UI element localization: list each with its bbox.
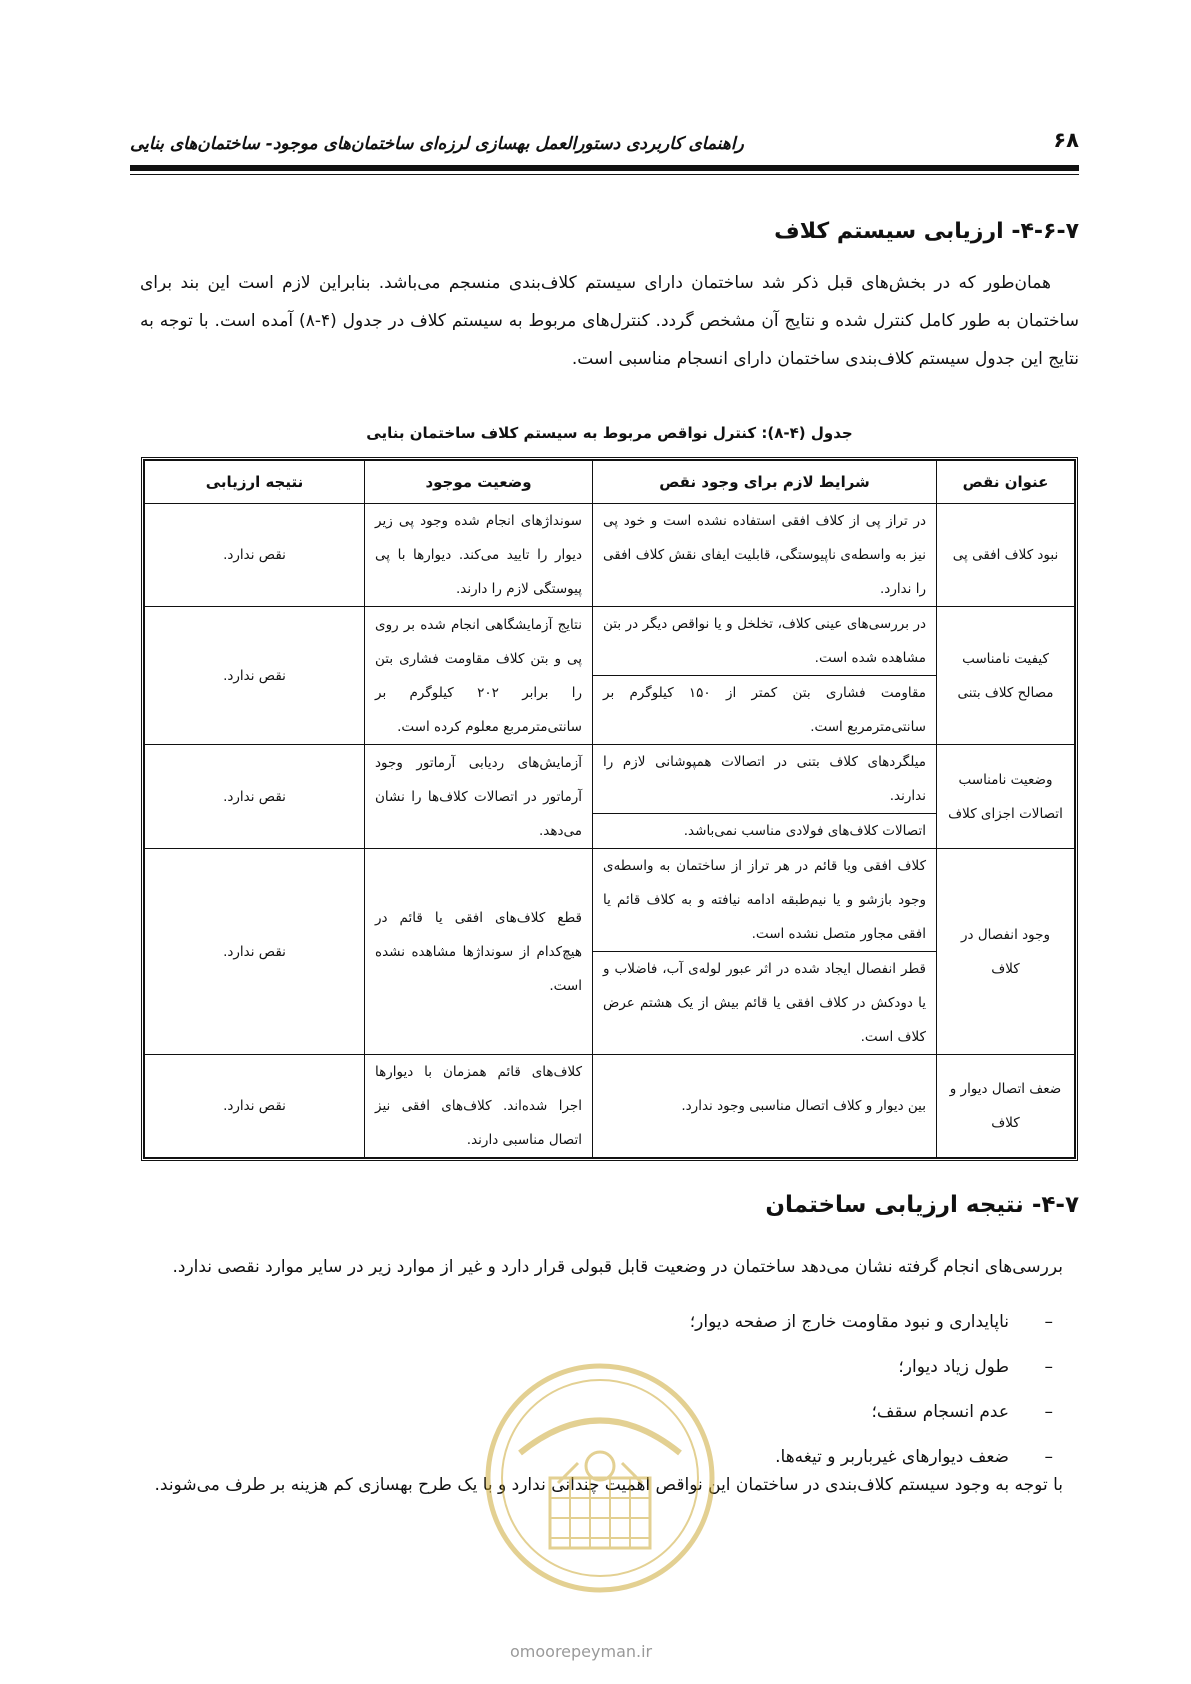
deficiency-list — [690, 1300, 1053, 1480]
list-item-text: طول زیاد دیوار؛ — [898, 1357, 1009, 1377]
table-caption: جدول (۴-۸): کنترل نواقص مربوط به سیستم کلاف ساختمان بنایی — [366, 424, 853, 442]
defect-title: کیفیت نامناسب مصالح کلاف بتنی — [937, 607, 1075, 745]
list-marker: – — [1044, 1402, 1053, 1422]
existing-state: نتایج آزمایشگاهی انجام شده بر روی پی و بتن کلاف مقاومت فشاری بتن را برابر ۲۰۲ کیلوگرم بر سانتی‌مترمربع معلوم کرده است. — [365, 607, 593, 745]
closing-paragraph: با توجه به وجود سیستم کلاف‌بندی در ساختمان این نواقص اهمیت چندانی ندارد و با یک طرح بهسازی کم هزینه بر طرف می‌شوند. — [154, 1475, 1063, 1495]
condition-item: مقاومت فشاری بتن کمتر از ۱۵۰ کیلوگرم بر سانتی‌مترمربع است. — [593, 675, 936, 744]
header-conditions: شرایط لازم برای وجود نقص — [593, 461, 937, 504]
defect-conditions — [593, 607, 937, 745]
existing-state: قطع کلاف‌های افقی یا قائم در هیچ‌کدام از سونداژها مشاهده نشده است. — [365, 849, 593, 1055]
list-item — [690, 1390, 1053, 1435]
section-heading-frame-system: ۴-۶-۷- ارزیابی سیستم کلاف — [774, 219, 1079, 244]
evaluation-result: نقص ندارد. — [145, 504, 365, 607]
condition-item: کلاف افقی ویا قائم در هر تراز از ساختمان به واسطه‌ی وجود بازشو و یا نیم‌طبقه ادامه نیافته و به کلاف قائم یا افقی مجاور متصل نشده است. — [603, 858, 926, 942]
list-item-text: ناپایداری و نبود مقاومت خارج از صفحه دیوار؛ — [689, 1312, 1009, 1332]
running-header — [130, 128, 1079, 158]
table-row — [145, 745, 1075, 849]
table-row — [145, 1055, 1075, 1158]
list-item — [690, 1300, 1053, 1345]
list-marker: – — [1044, 1312, 1053, 1332]
header-existing-state: وضعیت موجود — [365, 461, 593, 504]
defect-title: نبود کلاف افقی پی — [937, 504, 1075, 607]
table-row — [145, 607, 1075, 745]
existing-state: سونداژهای انجام شده وجود پی زیر دیوار را تایید می‌کند. دیوارها با پی پیوستگی لازم را دارند. — [365, 504, 593, 607]
condition-item: قطر انفصال ایجاد شده در اثر عبور لوله‌ی آب، فاضلاب و یا دودکش در کلاف افقی یا قائم بیش از یک هشتم عرض کلاف است. — [593, 951, 936, 1054]
evaluation-result: نقص ندارد. — [145, 607, 365, 745]
condition-item: میلگردهای کلاف بتنی در اتصالات همپوشانی لازم را ندارند. — [603, 754, 926, 804]
list-marker: – — [1044, 1447, 1053, 1467]
header-title: راهنمای کاربردی دستورالعمل بهسازی لرزه‌ای ساختمان‌های موجود- ساختمان‌های بنایی — [130, 134, 744, 154]
header-defect-title: عنوان نقص — [937, 461, 1075, 504]
evaluation-result: نقص ندارد. — [145, 1055, 365, 1158]
page-number: ۶۸ — [1053, 128, 1079, 152]
section-paragraph: همان‌طور که در بخش‌های قبل ذکر شد ساختمان دارای سیستم کلاف‌بندی منسجم می‌باشد. بنابراین لازم است این بند برای ساختمان به طور کامل کنترل شده و نتایج آن مشخص گردد. کنترل‌های مربوط به سیستم کلاف در جدول (۴-۸) آمده است. با توجه به نتایج این جدول سیستم کلاف‌بندی ساختمان دارای انسجام مناسبی است. — [140, 273, 1079, 369]
defect-conditions — [593, 504, 937, 607]
table-row — [145, 849, 1075, 1055]
defect-conditions — [593, 745, 937, 849]
evaluation-result: نقص ندارد. — [145, 745, 365, 849]
evaluation-result: نقص ندارد. — [145, 849, 365, 1055]
condition-item: در تراز پی از کلاف افقی استفاده نشده است و خود پی نیز به واسطه‌ی ناپیوستگی، قابلیت ایفای نقش کلاف افقی را ندارد. — [603, 513, 926, 597]
condition-item: بین دیوار و کلاف اتصال مناسبی وجود ندارد. — [681, 1098, 926, 1114]
seal-watermark-logo — [480, 1358, 720, 1598]
table-header-row — [145, 461, 1075, 504]
list-item-text: ضعف دیوارهای غیرباربر و تیغه‌ها. — [775, 1447, 1009, 1467]
defect-conditions — [593, 849, 937, 1055]
existing-state: آزمایش‌های ردیابی آرماتور وجود آرماتور در اتصالات کلاف‌ها را نشان می‌دهد. — [365, 745, 593, 849]
condition-item: اتصالات کلاف‌های فولادی مناسب نمی‌باشد. — [593, 813, 936, 848]
header-rule-thin — [130, 174, 1079, 175]
header-rule-thick — [130, 165, 1079, 171]
defect-conditions — [593, 1055, 937, 1158]
header-result: نتیجه ارزیابی — [145, 461, 365, 504]
defect-title: ضعف اتصال دیوار و کلاف — [937, 1055, 1075, 1158]
list-marker: – — [1044, 1357, 1053, 1377]
table-row — [145, 504, 1075, 607]
defects-table-frame — [141, 457, 1078, 1161]
list-item-text: عدم انسجام سقف؛ — [871, 1402, 1009, 1422]
condition-item: در بررسی‌های عینی کلاف، تخلخل و یا نواقص دیگر در بتن مشاهده شده است. — [603, 616, 926, 666]
evaluation-intro: بررسی‌های انجام گرفته نشان می‌دهد ساختمان در وضعیت قابل قبولی قرار دارد و غیر از موارد زیر در سایر موارد نقصی ندارد. — [172, 1257, 1063, 1277]
watermark-site: omoorepeyman.ir — [510, 1642, 653, 1661]
list-item — [690, 1345, 1053, 1390]
existing-state: کلاف‌های قائم همزمان با دیوارها اجرا شده‌اند. کلاف‌های افقی نیز اتصال مناسبی دارند. — [365, 1055, 593, 1158]
section-heading-building-evaluation: ۴-۷- نتیجه ارزیابی ساختمان — [765, 1192, 1079, 1218]
defect-title: وضعیت نامناسب اتصالات اجزای کلاف — [937, 745, 1075, 849]
defect-title: وجود انفصال در کلاف — [937, 849, 1075, 1055]
defects-table — [144, 460, 1075, 1158]
